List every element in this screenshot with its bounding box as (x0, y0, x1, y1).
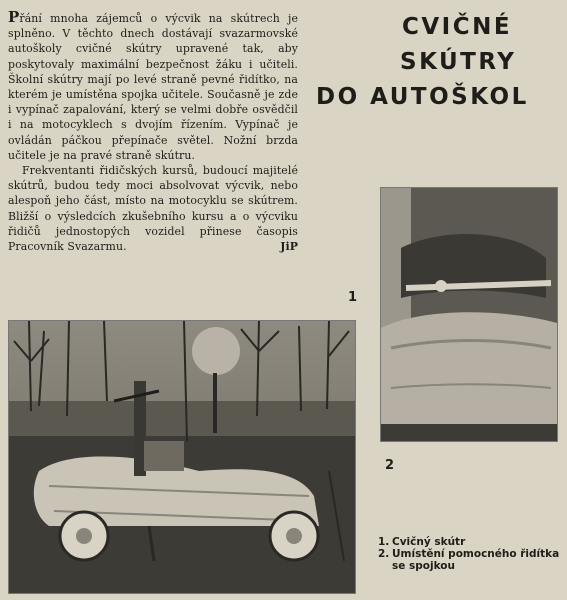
scooter-photo-illustration (9, 321, 355, 593)
headline-line-3: DO AUTOŠKOL (316, 84, 529, 110)
author-signature: JiP (280, 240, 298, 254)
photo-handlebar-detail (380, 187, 558, 442)
photo-scooter (8, 320, 356, 594)
figure-captions (378, 536, 566, 572)
paragraph-1-text: řání mnoha zájemců o výcvik na skútrech je splněno. V těchto dnech dostávají svazarmovské autoškoly cvičné skútry upravené tak, aby poskytovaly maximální bezpečnost žáku i učiteli. Školní skútry mají po levé straně pevné řidítko, na kterém je umístěna spojka učitele. Současně je zde i vypínač zapalování, který se velmi dobře osvědčil i na motocyklech s dvojím řízením. Vypínač je ovládán páčkou přepínače světel. Nožní brzda učitele je na pravé straně skútru. (8, 12, 298, 162)
caption-2-index: 2. (378, 548, 390, 560)
headline-line-2: SKÚTRY (400, 49, 517, 75)
article-paragraph-1 (8, 10, 298, 163)
article-text (8, 10, 298, 254)
caption-1-text: Cvičný skútr (392, 536, 466, 548)
caption-2 (378, 548, 566, 572)
handlebar-photo-illustration (381, 188, 557, 441)
caption-1-index: 1. (378, 536, 390, 548)
headline-line-1: CVIČNÉ (402, 14, 513, 40)
caption-2-text: Umístění pomocného řidítka se spojkou (392, 548, 560, 572)
caption-1 (378, 536, 566, 548)
dropcap: P (8, 8, 20, 26)
figure-number-1: 1 (348, 290, 358, 305)
paragraph-2-text: Frekventanti řidičských kursů, budoucí majitelé skútrů, budou tedy moci absolvovat výcvik, nebo alespoň jeho část, místo na motocyklu se skútrem. Bližší o výsledcích zkušebního kursu a o výcviku řidičů jednostopých vozidel přinese časopis Pracovník Svazarmu. (8, 164, 298, 254)
figure-number-2: 2 (385, 458, 395, 473)
